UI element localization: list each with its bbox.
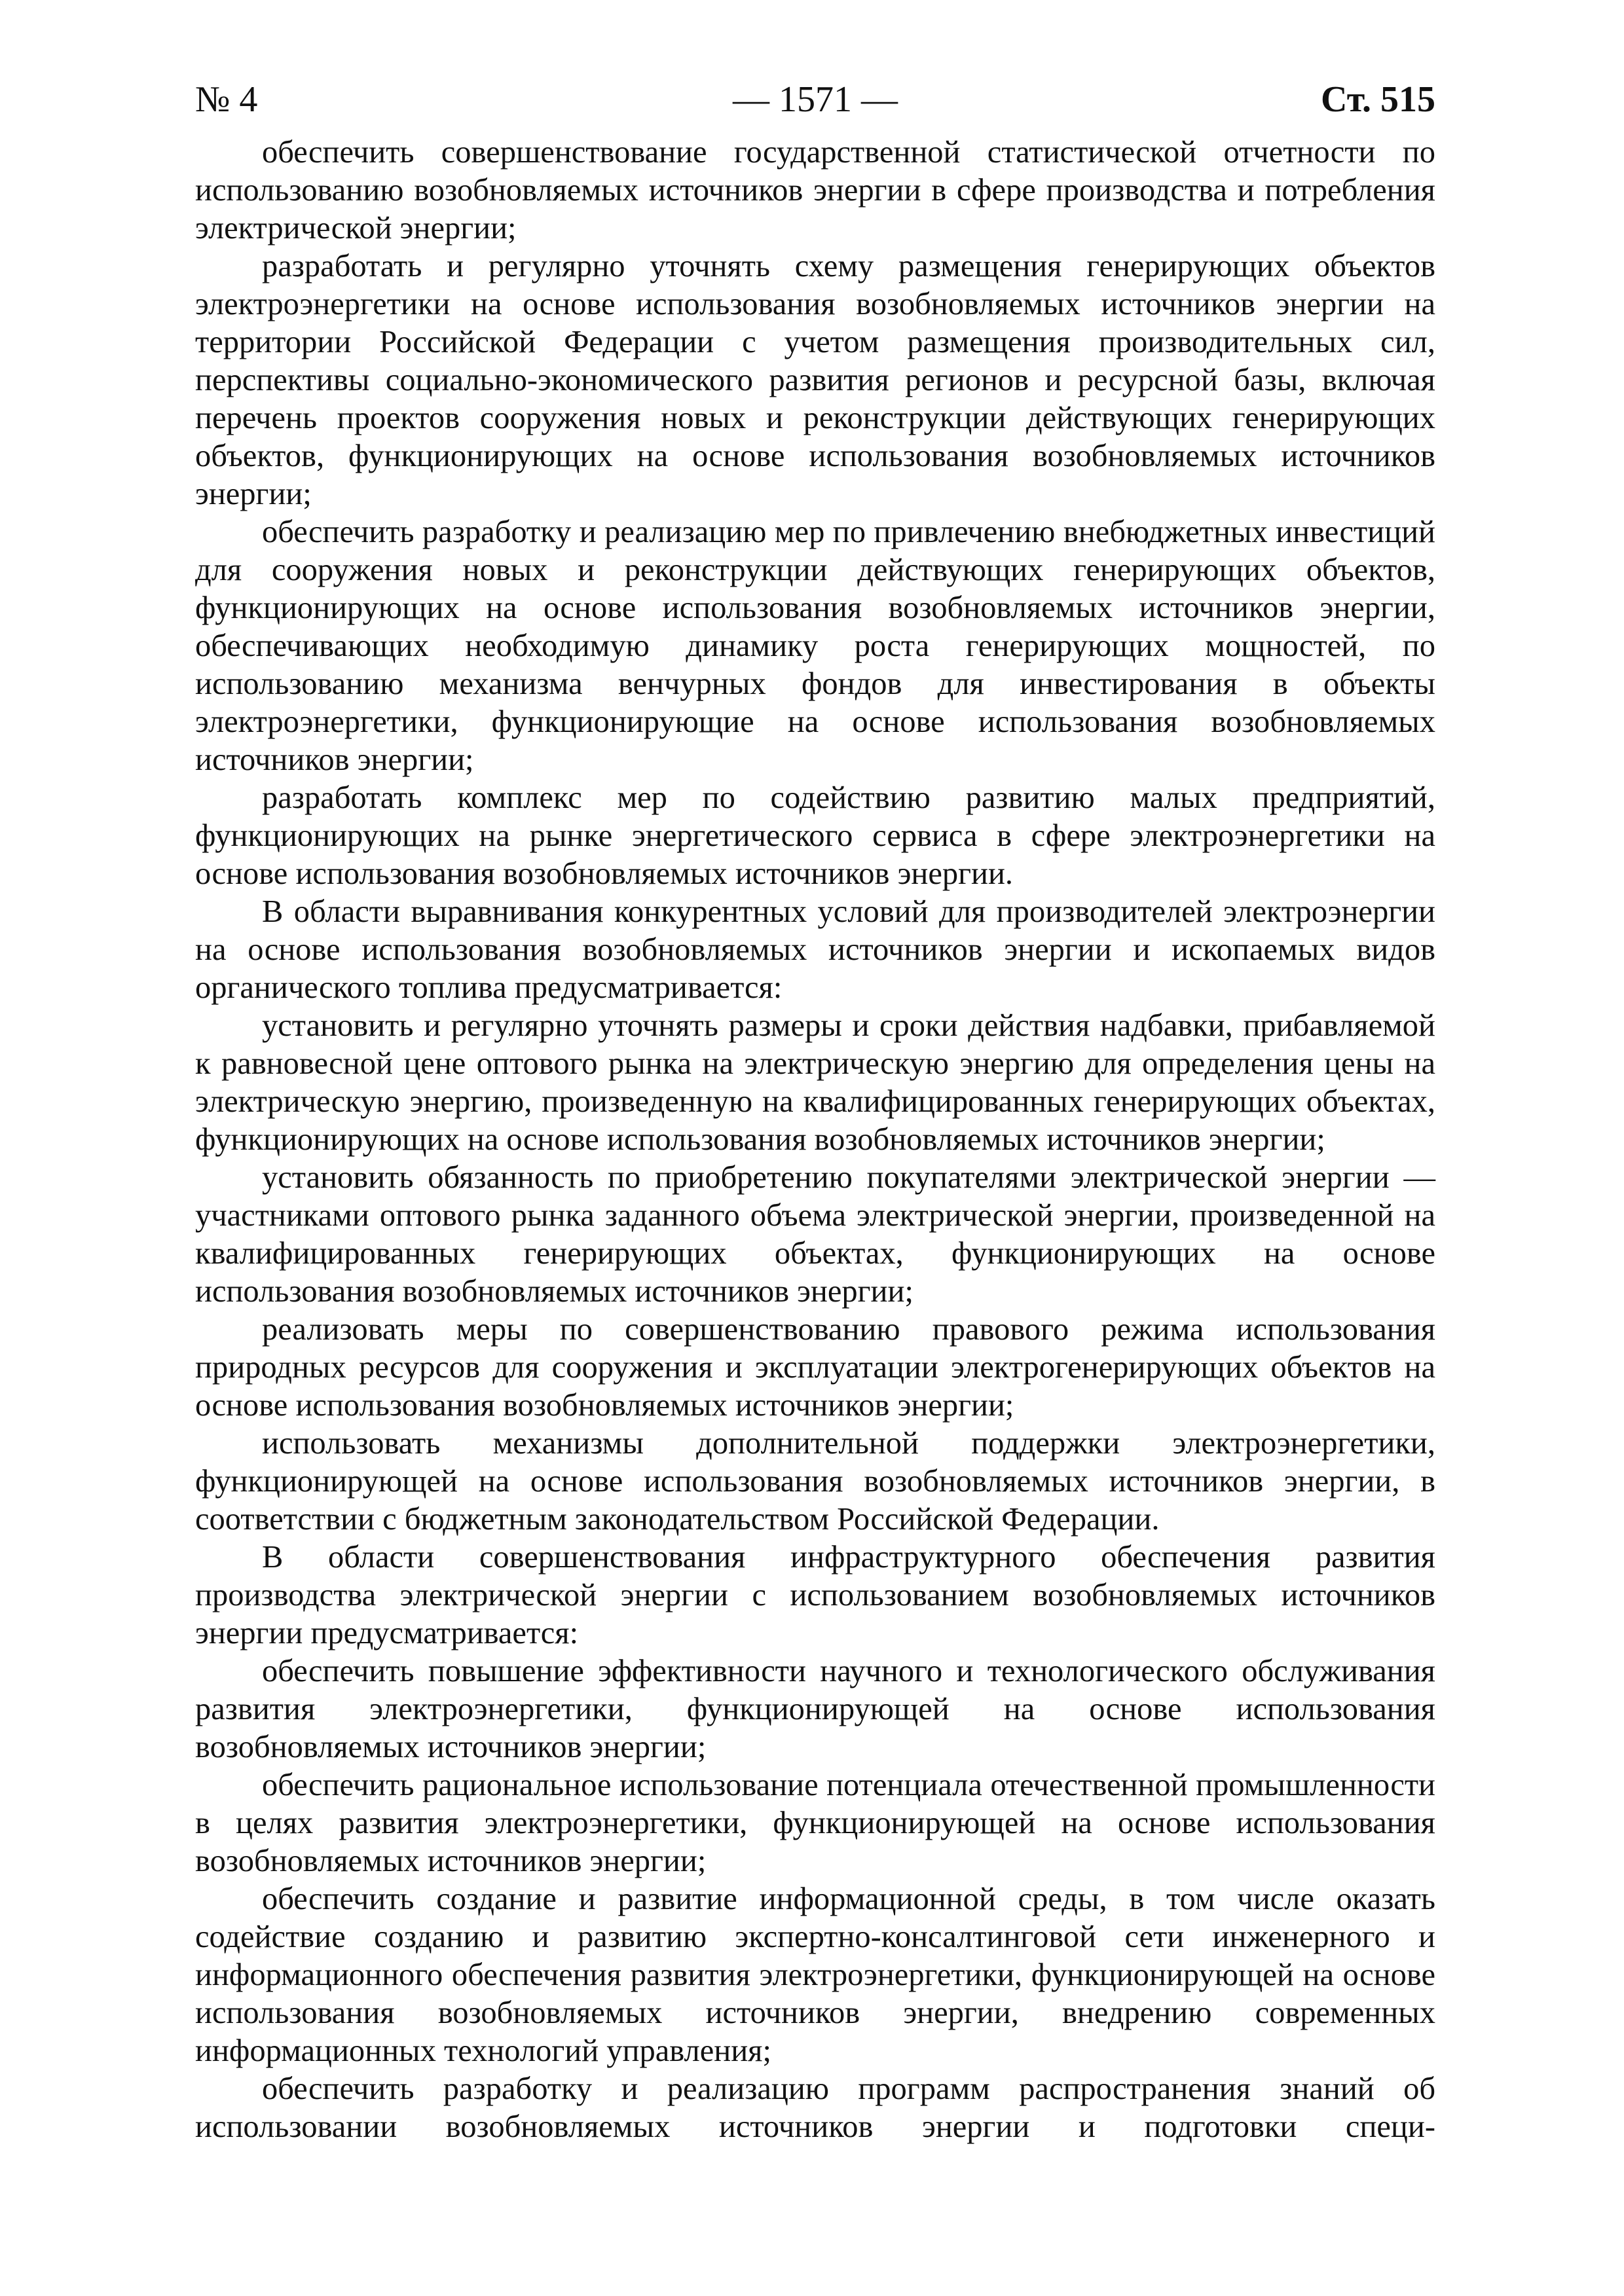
paragraph: установить и регулярно уточнять размеры и сроки действия надбавки, прибавляемой к равновесной цене оптового рынка на электрическую энергию для определения цены на электрическую энергию, произведенную на квалифицированных генерирующих объектах, функционирующих на основе использования возобновляемых источников энергии; <box>195 1008 1435 1157</box>
page-number: — 1571 — <box>733 79 898 120</box>
paragraph: использовать механизмы дополнительной поддержки электроэнергетики, функционирующей на основе использования возобновляемых источников энергии, в соответствии с бюджетным законодательством Российской Федерации. <box>195 1426 1435 1537</box>
issue-number: № 4 <box>195 79 258 120</box>
paragraph: обеспечить совершенствование государственной статистической отчетности по использованию возобновляемых источников энергии в сфере производства и потребления электрической энергии; <box>195 135 1435 246</box>
paragraph: обеспечить разработку и реализацию программ распространения знаний об использовании возобновляемых источников энергии и подготовки специ- <box>195 2071 1435 2144</box>
paragraph: разработать комплекс мер по содействию развитию малых предприятий, функционирующих на рынке энергетического сервиса в сфере электроэнергетики на основе использования возобновляемых источников энергии. <box>195 780 1435 891</box>
paragraph: В области совершенствования инфраструктурного обеспечения развития производства электрической энергии с использованием возобновляемых источников энергии предусматривается: <box>195 1540 1435 1650</box>
article-number: Ст. 515 <box>1321 79 1435 120</box>
paragraph: обеспечить повышение эффективности научного и технологического обслуживания развития электроэнергетики, функционирующей на основе использования возобновляемых источников энергии; <box>195 1654 1435 1764</box>
paragraph: В области выравнивания конкурентных условий для производителей электроэнергии на основе использования возобновляемых источников энергии и ископаемых видов органического топлива предусматривается: <box>195 894 1435 1005</box>
paragraph: обеспечить рациональное использование потенциала отечественной промышленности в целях развития электроэнергетики, функционирующей на основе использования возобновляемых источников энергии; <box>195 1768 1435 1878</box>
page-header <box>195 73 1435 126</box>
paragraph: обеспечить создание и развитие информационной среды, в том числе оказать содействие созданию и развитию экспертно-консалтинговой сети инженерного и информационного обеспечения развития электроэнергетики, функционирующей на основе использования возобновляемых источников энергии, внедрению современных информационных технологий управления; <box>195 1882 1435 2068</box>
document-body <box>195 134 1435 2146</box>
paragraph: разработать и регулярно уточнять схему размещения генерирующих объектов электроэнергетики на основе использования возобновляемых источников энергии на территории Российской Федерации с учетом размещения производительных сил, перспективы социально-экономического развития регионов и ресурсной базы, включая перечень проектов сооружения новых и реконструкции действующих генерирующих объектов, функционирующих на основе использования возобновляемых источников энергии; <box>195 249 1435 511</box>
paragraph: установить обязанность по приобретению покупателями электрической энергии — участниками оптового рынка заданного объема электрической энергии, произведенной на квалифицированных генерирующих объектах, функционирующих на основе использования возобновляемых источников энергии; <box>195 1160 1435 1309</box>
paragraph: реализовать меры по совершенствованию правового режима использования природных ресурсов для сооружения и эксплуатации электрогенерирующих объектов на основе использования возобновляемых источников энергии; <box>195 1312 1435 1423</box>
paragraph: обеспечить разработку и реализацию мер по привлечению внебюджетных инвестиций для сооружения новых и реконструкции действующих генерирующих объектов, функционирующих на основе использования возобновляемых источников энергии, обеспечивающих необходимую динамику роста генерирующих мощностей, по использованию механизма венчурных фондов для инвестирования в объекты электроэнергетики, функционирующие на основе использования возобновляемых источников энергии; <box>195 515 1435 777</box>
